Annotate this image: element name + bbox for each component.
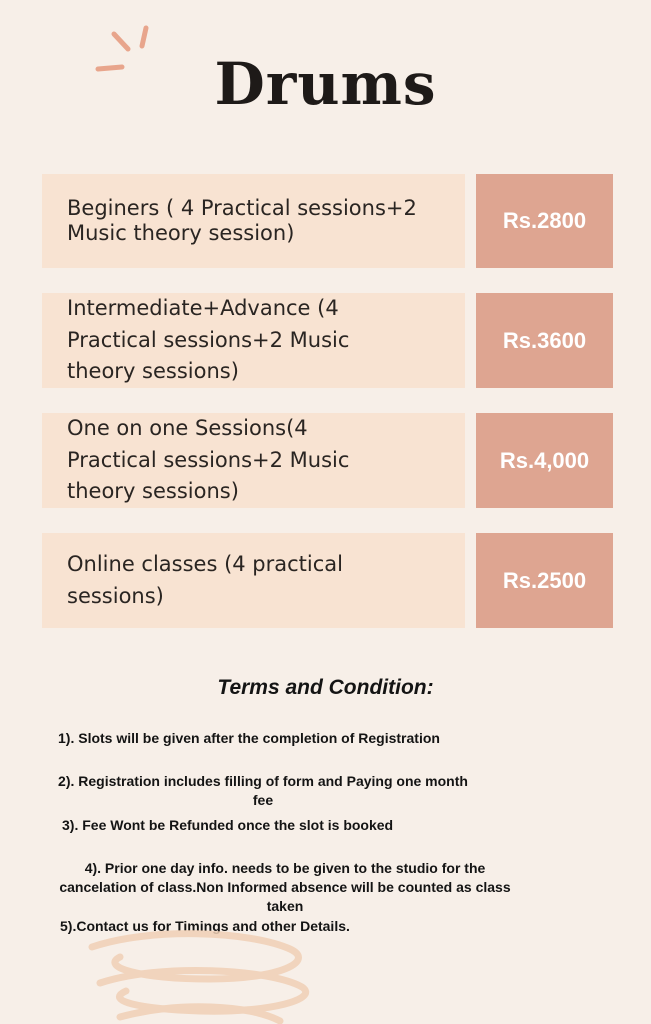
package-row-online bbox=[42, 533, 613, 628]
package-price: Rs.2800 bbox=[476, 174, 613, 268]
terms-item: 1). Slots will be given after the completion of Registration bbox=[58, 730, 440, 746]
swirl-decoration bbox=[80, 925, 320, 1024]
terms-item: 3). Fee Wont be Refunded once the slot is booked bbox=[62, 817, 394, 833]
package-description: One on one Sessions(4 Practical sessions+2 Music theory sessions) bbox=[42, 413, 465, 508]
package-row-intermediate-advance bbox=[42, 293, 613, 388]
terms-item: 2). Registration includes filling of form and Paying one month fee bbox=[58, 773, 468, 808]
terms-item: 5).Contact us for Timings and other Details. bbox=[60, 918, 350, 934]
terms-item: 4). Prior one day info. needs to be given to the studio for the cancelation of class.Non Informed absence will be counted as class taken bbox=[59, 860, 511, 914]
package-row-beginners bbox=[42, 174, 613, 268]
terms-heading: Terms and Condition: bbox=[217, 676, 434, 699]
package-price: Rs.2500 bbox=[476, 533, 613, 628]
package-description: Intermediate+Advance (4 Practical sessions+2 Music theory sessions) bbox=[42, 293, 465, 388]
package-price: Rs.3600 bbox=[476, 293, 613, 388]
package-description: Beginers ( 4 Practical sessions+2 Music theory session) bbox=[42, 174, 465, 268]
page-title: Drums bbox=[214, 50, 437, 118]
package-description: Online classes (4 practical sessions) bbox=[42, 533, 465, 628]
package-price: Rs.4,000 bbox=[476, 413, 613, 508]
package-row-one-on-one bbox=[42, 413, 613, 508]
